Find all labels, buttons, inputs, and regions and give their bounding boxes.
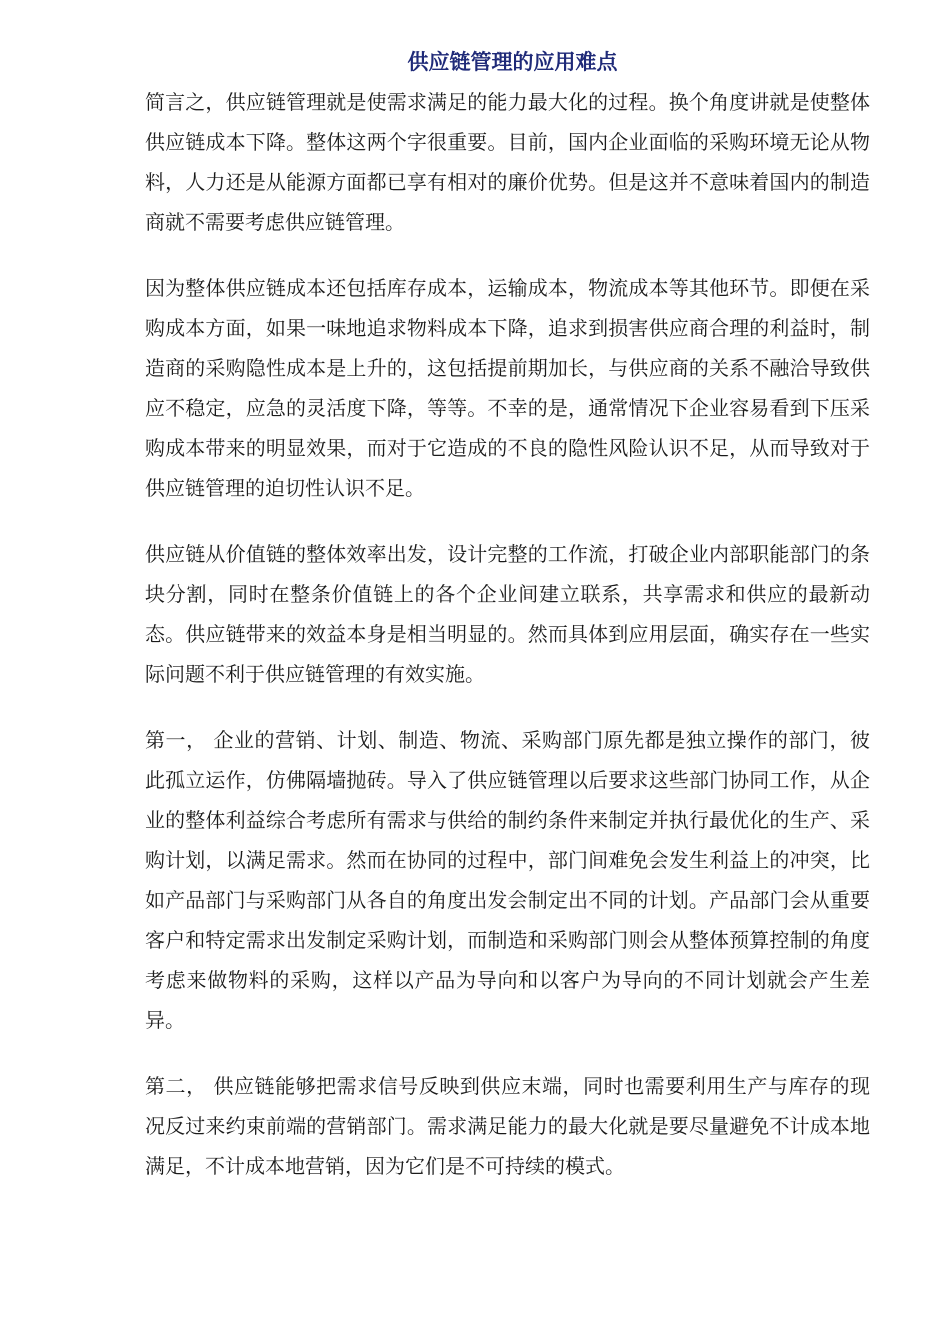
paragraph-4: 第一， 企业的营销、计划、制造、物流、采购部门原先都是独立操作的部门，彼此孤立运作，仿佛隔墙抛砖。导入了供应链管理以后要求这些部门协同工作，从企业的整体利益综合考虑所有需求与供给的制约条件来制定并执行最优化的生产、采购计划，以满足需求。然而在协同的过程中，部门间难免会发生利益上的冲突，比如产品部门与采购部门从各自的角度出发会制定出不同的计划。产品部门会从重要客户和特定需求出发制定采购计划，而制造和采购部门则会从整体预算控制的角度考虑来做物料的采购，这样以产品为导向和以客户为导向的不同计划就会产生差异。 <box>145 728 870 1032</box>
paragraph-3: 供应链从价值链的整体效率出发，设计完整的工作流，打破企业内部职能部门的条块分割，同时在整条价值链上的各个企业间建立联系，共享需求和供应的最新动态。供应链带来的效益本身是相当明显的。然而具体到应用层面，确实存在一些实际问题不利于供应链管理的有效实施。 <box>145 542 870 686</box>
paragraph-5: 第二， 供应链能够把需求信号反映到供应末端，同时也需要利用生产与库存的现况反过来约束前端的营销部门。需求满足能力的最大化就是要尽量避免不计成本地满足，不计成本地营销，因为它们是不可持续的模式。 <box>145 1074 870 1178</box>
document-title: 供应链管理的应用难点 <box>407 49 618 74</box>
paragraph-1: 简言之，供应链管理就是使需求满足的能力最大化的过程。换个角度讲就是使整体供应链成本下降。整体这两个字很重要。目前，国内企业面临的采购环境无论从物料，人力还是从能源方面都已享有相对的廉价优势。但是这并不意味着国内的制造商就不需要考虑供应链管理。 <box>145 90 870 234</box>
paragraph-2: 因为整体供应链成本还包括库存成本，运输成本，物流成本等其他环节。即便在采购成本方面，如果一味地追求物料成本下降，追求到损害供应商合理的利益时，制造商的采购隐性成本是上升的，这包括提前期加长，与供应商的关系不融洽导致供应不稳定，应急的灵活度下降，等等。不幸的是，通常情况下企业容易看到下压采购成本带来的明显效果，而对于它造成的不良的隐性风险认识不足，从而导致对于供应链管理的迫切性认识不足。 <box>145 276 870 500</box>
